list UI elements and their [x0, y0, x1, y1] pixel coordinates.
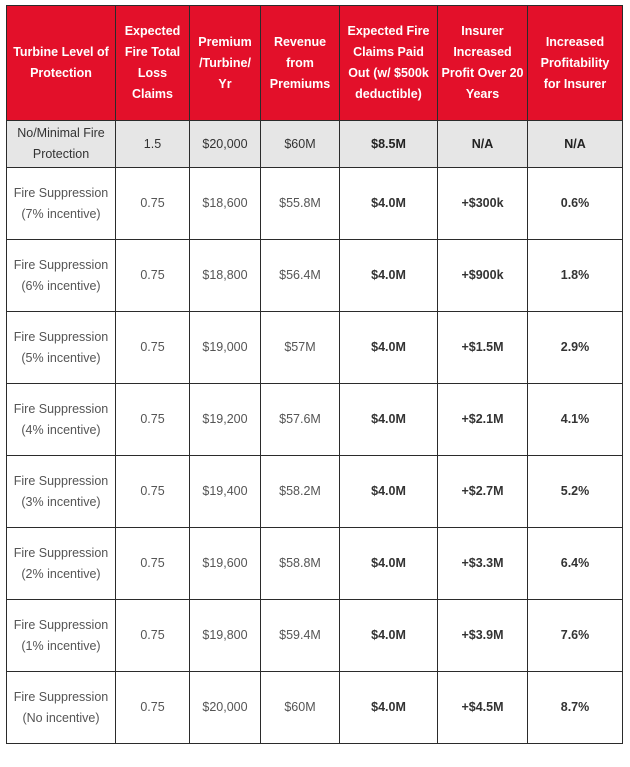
cell-claims-paid-out: $4.0M [340, 672, 438, 744]
table-row [7, 456, 623, 528]
cell-expected-claims: 0.75 [116, 168, 190, 240]
cell-premium: $19,800 [190, 600, 261, 672]
table-row [7, 312, 623, 384]
cell-expected-claims: 0.75 [116, 312, 190, 384]
column-header-expected-claims: Expected Fire Total Loss Claims [116, 6, 190, 121]
cell-increased-profit: +$3.3M [438, 528, 528, 600]
table-row [7, 384, 623, 456]
cell-increased-profit: +$2.1M [438, 384, 528, 456]
cell-claims-paid-out: $4.0M [340, 312, 438, 384]
cell-protection-level: Fire Suppression (7% incentive) [7, 168, 116, 240]
cell-expected-claims: 0.75 [116, 240, 190, 312]
table-row [7, 600, 623, 672]
cell-increased-profitability: 8.7% [528, 672, 623, 744]
cell-protection-level: Fire Suppression (5% incentive) [7, 312, 116, 384]
cell-premium: $19,600 [190, 528, 261, 600]
cell-increased-profitability: N/A [528, 121, 623, 168]
cell-expected-claims: 1.5 [116, 121, 190, 168]
cell-revenue: $58.2M [261, 456, 340, 528]
insurance-profitability-table-container [6, 5, 622, 744]
cell-revenue: $60M [261, 121, 340, 168]
cell-premium: $18,800 [190, 240, 261, 312]
cell-increased-profitability: 6.4% [528, 528, 623, 600]
cell-revenue: $57M [261, 312, 340, 384]
cell-protection-level: Fire Suppression (3% incentive) [7, 456, 116, 528]
cell-increased-profitability: 1.8% [528, 240, 623, 312]
cell-protection-level: Fire Suppression (6% incentive) [7, 240, 116, 312]
column-header-claims-paid-out: Expected Fire Claims Paid Out (w/ $500k deductible) [340, 6, 438, 121]
cell-protection-level: Fire Suppression (4% incentive) [7, 384, 116, 456]
cell-claims-paid-out: $4.0M [340, 600, 438, 672]
cell-expected-claims: 0.75 [116, 456, 190, 528]
cell-claims-paid-out: $8.5M [340, 121, 438, 168]
cell-claims-paid-out: $4.0M [340, 240, 438, 312]
cell-claims-paid-out: $4.0M [340, 528, 438, 600]
cell-claims-paid-out: $4.0M [340, 384, 438, 456]
cell-premium: $20,000 [190, 672, 261, 744]
cell-increased-profitability: 4.1% [528, 384, 623, 456]
cell-increased-profit: +$2.7M [438, 456, 528, 528]
cell-increased-profit: +$3.9M [438, 600, 528, 672]
cell-increased-profit: N/A [438, 121, 528, 168]
column-header-revenue: Revenue from Premiums [261, 6, 340, 121]
cell-increased-profitability: 7.6% [528, 600, 623, 672]
cell-premium: $20,000 [190, 121, 261, 168]
cell-increased-profit: +$4.5M [438, 672, 528, 744]
table-row [7, 240, 623, 312]
cell-premium: $19,200 [190, 384, 261, 456]
cell-increased-profitability: 2.9% [528, 312, 623, 384]
cell-revenue: $58.8M [261, 528, 340, 600]
cell-revenue: $59.4M [261, 600, 340, 672]
table-row [7, 168, 623, 240]
table-row [7, 528, 623, 600]
cell-revenue: $57.6M [261, 384, 340, 456]
cell-premium: $19,400 [190, 456, 261, 528]
cell-increased-profit: +$300k [438, 168, 528, 240]
cell-revenue: $60M [261, 672, 340, 744]
column-header-increased-profitability: Increased Profitability for Insurer [528, 6, 623, 121]
cell-premium: $19,000 [190, 312, 261, 384]
cell-claims-paid-out: $4.0M [340, 168, 438, 240]
column-header-premium: Premium /Turbine/ Yr [190, 6, 261, 121]
column-header-protection-level: Turbine Level of Protection [7, 6, 116, 121]
cell-expected-claims: 0.75 [116, 672, 190, 744]
cell-protection-level: Fire Suppression (1% incentive) [7, 600, 116, 672]
cell-expected-claims: 0.75 [116, 528, 190, 600]
cell-protection-level: Fire Suppression (No incentive) [7, 672, 116, 744]
cell-premium: $18,600 [190, 168, 261, 240]
cell-revenue: $55.8M [261, 168, 340, 240]
table-header-row [7, 6, 623, 121]
insurance-profitability-table [6, 5, 623, 744]
cell-increased-profit: +$900k [438, 240, 528, 312]
cell-protection-level: Fire Suppression (2% incentive) [7, 528, 116, 600]
cell-increased-profit: +$1.5M [438, 312, 528, 384]
cell-increased-profitability: 0.6% [528, 168, 623, 240]
cell-increased-profitability: 5.2% [528, 456, 623, 528]
table-row [7, 121, 623, 168]
cell-revenue: $56.4M [261, 240, 340, 312]
column-header-increased-profit: Insurer Increased Profit Over 20 Years [438, 6, 528, 121]
cell-expected-claims: 0.75 [116, 384, 190, 456]
cell-protection-level: No/Minimal Fire Protection [7, 121, 116, 168]
cell-claims-paid-out: $4.0M [340, 456, 438, 528]
table-row [7, 672, 623, 744]
cell-expected-claims: 0.75 [116, 600, 190, 672]
